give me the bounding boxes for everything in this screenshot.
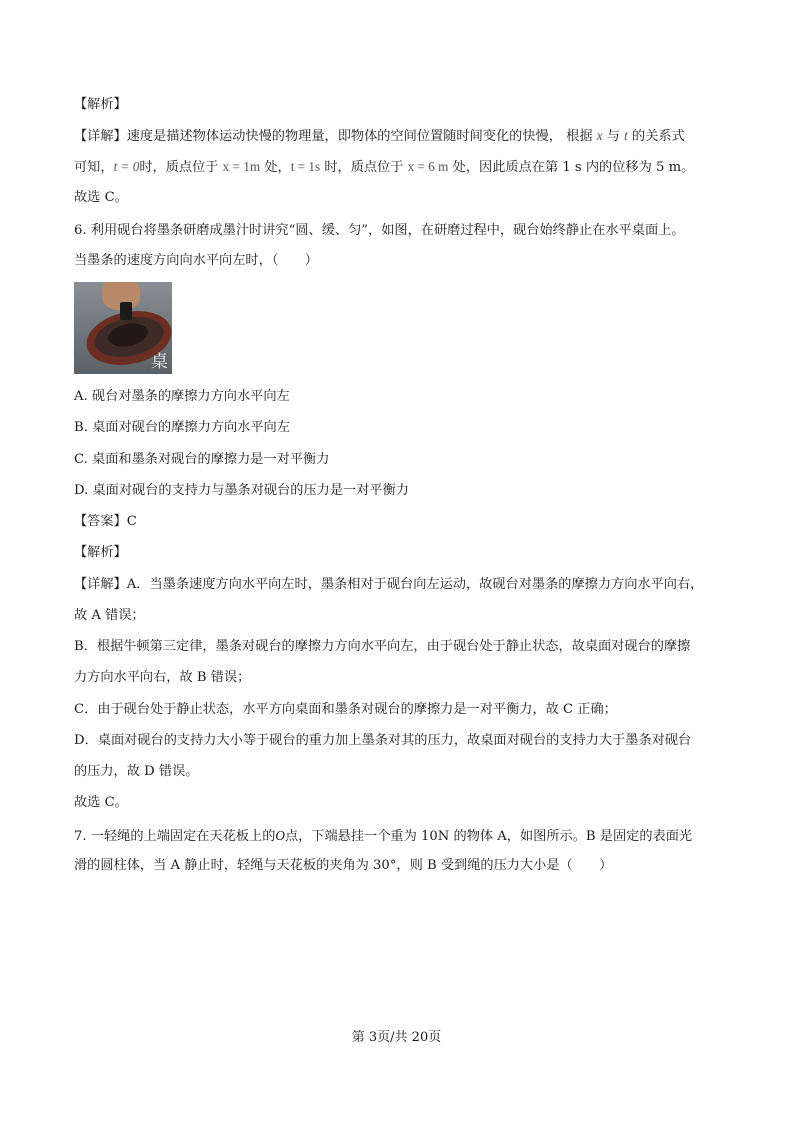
- var-x: x: [596, 128, 603, 143]
- q6-option-c: C. 桌面和墨条对砚台的摩擦力是一对平衡力: [74, 452, 330, 467]
- formula-x1: x = 1m: [222, 159, 261, 174]
- q6-detail-line: 故 A 错误；: [74, 608, 145, 623]
- var-o: O: [275, 828, 285, 843]
- var-t: t: [624, 128, 628, 143]
- q7-stem-a: 7. 一轻绳的上端固定在天花板上的: [74, 829, 276, 844]
- inkstone-photo: [74, 282, 172, 374]
- q5-detail-text-a: 【详解】速度是描述物体运动快慢的物理量，即物体的空间位置随时间变化的快慢， 根据: [74, 129, 597, 144]
- q5-line2-c: 处，: [260, 160, 291, 175]
- q6-detail-line: B．根据牛顿第三定律，墨条对砚台的摩擦力方向水平向左，由于砚台处于静止状态，故桌面对砚台的摩擦: [74, 639, 691, 654]
- formula-t1: t = 1s: [290, 159, 321, 174]
- q6-answer: 【答案】C: [74, 514, 137, 529]
- q5-line2-b: 时，质点位于: [139, 160, 223, 175]
- ink-stick: [120, 302, 132, 320]
- q6-analysis-heading: 【解析】: [74, 545, 127, 560]
- q7-stem-b: 点，下端悬挂一个重为 10N 的物体 A，如图所示。B 是固定的表面光: [284, 829, 693, 844]
- q5-line2-d: 时，质点位于: [320, 160, 408, 175]
- q6-stem-line-2: 当墨条的速度方向向水平向左时，（ ）: [74, 253, 318, 268]
- formula-t0: t = 0: [113, 159, 140, 174]
- q5-detail-line-2: [74, 158, 694, 177]
- desk-label: 桌: [151, 352, 168, 372]
- q5-line2-e: 处，因此质点在第 1 s 内的位移为 5 m。: [448, 160, 695, 175]
- q5-detail-yu: 与: [602, 129, 625, 144]
- q6-option-d: D. 桌面对砚台的支持力与墨条对砚台的压力是一对平衡力: [74, 483, 409, 498]
- page-number: 第 3页/共 20页: [351, 1030, 442, 1045]
- q6-detail-line: D．桌面对砚台的支持力大小等于砚台的重力加上墨条对其的压力，故桌面对砚台的支持力大于墨条对砚台: [74, 733, 692, 748]
- q6-option-a: A. 砚台对墨条的摩擦力方向水平向左: [74, 389, 290, 404]
- q6-detail-line: C．由于砚台处于静止状态，水平方向桌面和墨条对砚台的摩擦力是一对平衡力，故 C 正确；: [74, 702, 617, 717]
- formula-x6: x = 6 m: [407, 159, 449, 174]
- q5-detail-text-b: 的关系式: [627, 129, 685, 144]
- q7-stem-line-2: 滑的圆柱体，当 A 静止时，轻绳与天花板的夹角为 30°，则 B 受到绳的压力大小是（ ）: [74, 858, 613, 873]
- q6-option-b: B. 桌面对砚台的摩擦力方向水平向左: [74, 420, 290, 435]
- q5-answer: 故选 C。: [74, 190, 128, 205]
- q7-stem-line-1: [74, 827, 692, 846]
- q6-detail-line: 力方向水平向右，故 B 错误；: [74, 670, 251, 685]
- q6-detail-line: 【详解】A．当墨条速度方向水平向左时，墨条相对于砚台向左运动，故砚台对墨条的摩擦力方向水平向右，: [74, 577, 704, 592]
- q5-line2-a: 可知，: [74, 160, 114, 175]
- q5-analysis-heading: 【解析】: [74, 97, 127, 112]
- q6-stem-line-1: 6. 利用砚台将墨条研磨成墨汁时讲究“圆、缓、匀”，如图，在研磨过程中，砚台始终静止在水平桌面上。: [74, 223, 685, 238]
- q5-detail-line-1: [74, 127, 685, 146]
- q6-detail-line: 的压力，故 D 错误。: [74, 764, 199, 779]
- q6-conclusion: 故选 C。: [74, 795, 128, 810]
